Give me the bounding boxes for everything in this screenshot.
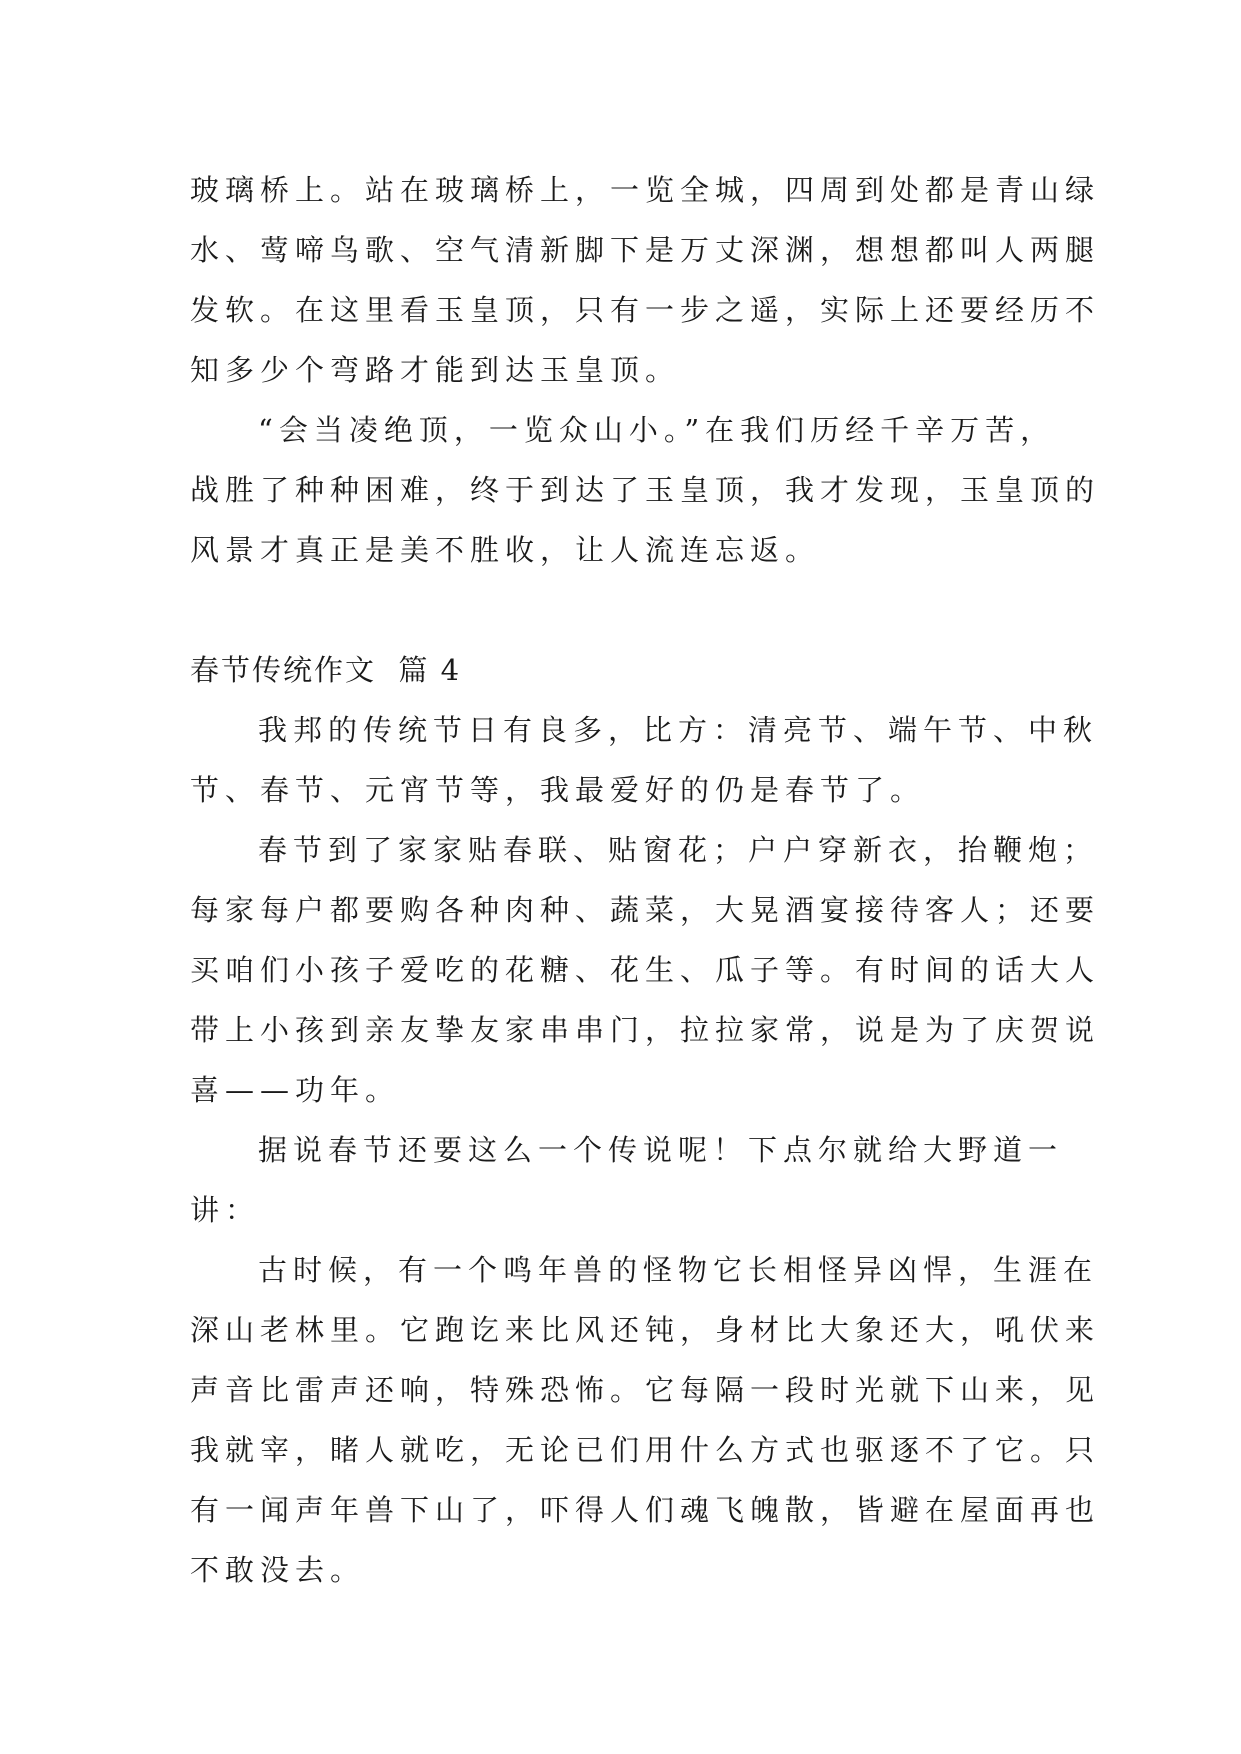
text-line: 每家每户都要购各种肉种、蔬菜，大晃酒宴接待客人；还要 (190, 893, 1101, 927)
text-line: 带上小孩到亲友挚友家串串门，拉拉家常，说是为了庆贺说 (190, 1013, 1101, 1047)
text-line: 水、莺啼鸟歌、空气清新脚下是万丈深渊，想想都叫人两腿 (190, 233, 1101, 267)
paragraph-festivals (190, 700, 1099, 820)
paragraph-glass-bridge (190, 160, 1101, 400)
text-line: 发软。在这里看玉皇顶，只有一步之遥，实际上还要经历不 (190, 293, 1101, 327)
text-line: “会当凌绝顶，一览众山小。”在我们历经千辛万苦， (258, 413, 1056, 447)
paragraph-legend-intro (190, 1120, 1064, 1240)
text-line: 声音比雷声还响，特殊恐怖。它每隔一段时光就下山来，见 (190, 1373, 1101, 1407)
text-line: 古时候，有一个鸣年兽的怪物它长相怪异凶悍，生涯在 (258, 1253, 1099, 1287)
text-line: 风景才真正是美不胜收，让人流连忘返。 (190, 533, 821, 567)
text-line: 我就宰，睹人就吃，无论已们用什么方式也驱逐不了它。只 (190, 1433, 1101, 1467)
text-line: 我邦的传统节日有良多，比方：清亮节、端午节、中秋 (258, 713, 1099, 747)
text-line: 买咱们小孩子爱吃的花糖、花生、瓜子等。有时间的话大人 (190, 953, 1101, 987)
text-line: 有一闻声年兽下山了，吓得人们魂飞魄散，皆避在屋面再也 (190, 1493, 1101, 1527)
text-line: 讲： (190, 1193, 261, 1227)
text-line: 节、春节、元宵节等，我最爱好的仍是春节了。 (190, 773, 926, 807)
text-line: 玻璃桥上。站在玻璃桥上，一览全城，四周到处都是青山绿 (190, 173, 1101, 207)
paragraph-summit (190, 400, 1101, 580)
paragraph-customs (190, 820, 1101, 1120)
text-line: 喜——功年。 (190, 1073, 401, 1107)
text-line: 春节到了家家贴春联、贴窗花；户户穿新衣，抬鞭炮； (258, 833, 1099, 867)
text-line: 据说春节还要这么一个传说呢！下点尔就给大野道一 (258, 1133, 1064, 1167)
text-line: 知多少个弯路才能到达玉皇顶。 (190, 353, 681, 387)
section-heading: 春节传统作文 篇 4 (190, 653, 462, 687)
article-body (190, 160, 1101, 1600)
text-line: 不敢没去。 (190, 1553, 366, 1587)
text-line: 深山老林里。它跑讫来比风还钝，身材比大象还大，吼伏来 (190, 1313, 1101, 1347)
paragraph-nian-beast (190, 1240, 1101, 1600)
text-line: 战胜了种种困难，终于到达了玉皇顶，我才发现，玉皇顶的 (190, 473, 1101, 507)
